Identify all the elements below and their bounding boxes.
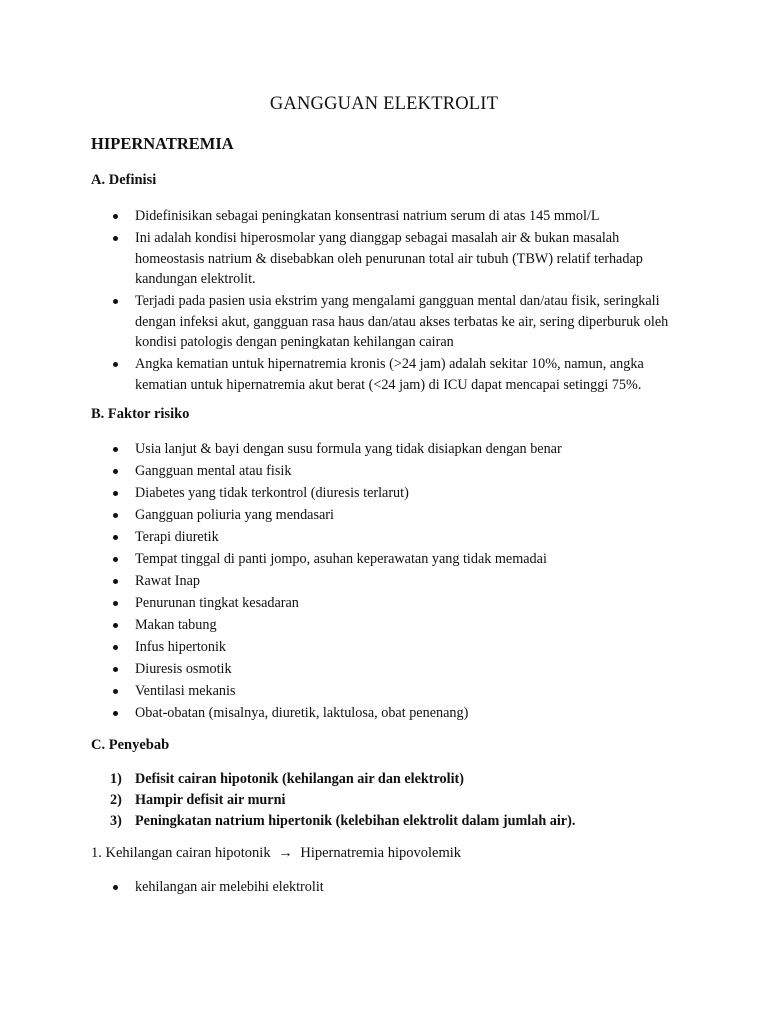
item-number: 3): [110, 813, 122, 829]
subsection-left: 1. Kehilangan cairan hipotonik: [91, 845, 271, 861]
subsection-heading: [91, 845, 461, 862]
item-number: 1): [110, 771, 122, 787]
list-item: Terapi diuretik: [110, 527, 680, 548]
subsection-right: Hipernatremia hipovolemik: [300, 845, 462, 861]
section-title: HIPERNATREMIA: [91, 134, 234, 153]
list-item: Tempat tinggal di panti jompo, asuhan keperawatan yang tidak memadai: [110, 549, 680, 570]
list-item: Penurunan tingkat kesadaran: [110, 593, 680, 614]
list-item: Ini adalah kondisi hiperosmolar yang dianggap sebagai masalah air & bukan masalah homeostasis natrium & disebabkan oleh penurunan total air tubuh (TBW) relatif terhadap kandungan elektrolit.: [110, 228, 680, 290]
list-item: Makan tabung: [110, 615, 680, 636]
list-item: Usia lanjut & bayi dengan susu formula yang tidak disiapkan dengan benar: [110, 439, 680, 460]
list-item: Didefinisikan sebagai peningkatan konsentrasi natrium serum di atas 145 mmol/L: [110, 206, 680, 227]
item-text: Defisit cairan hipotonik (kehilangan air dan elektrolit): [135, 771, 464, 787]
faktor-risiko-list: [110, 439, 680, 725]
penyebab-list: [110, 769, 575, 832]
arrow-right-icon: →: [278, 845, 293, 861]
list-item: Gangguan poliuria yang mendasari: [110, 505, 680, 526]
list-item: [110, 790, 575, 811]
list-item: Gangguan mental atau fisik: [110, 461, 680, 482]
list-item: Rawat Inap: [110, 571, 680, 592]
item-text: Hampir defisit air murni: [135, 792, 286, 808]
heading-definisi: A. Definisi: [91, 172, 157, 188]
list-item: [110, 811, 575, 832]
list-item: Ventilasi mekanis: [110, 681, 680, 702]
item-text: Peningkatan natrium hipertonik (kelebihan elektrolit dalam jumlah air).: [135, 813, 576, 829]
item-number: 2): [110, 792, 122, 808]
list-item: Infus hipertonik: [110, 637, 680, 658]
heading-penyebab: C. Penyebab: [91, 737, 170, 753]
list-item: Obat-obatan (misalnya, diuretik, laktulosa, obat penenang): [110, 703, 680, 724]
list-item: Angka kematian untuk hipernatremia kronis (>24 jam) adalah sekitar 10%, namun, angka kematian untuk hipernatremia akut berat (<24 jam) di ICU dapat mencapai setinggi 75%.: [110, 354, 680, 395]
list-item: Terjadi pada pasien usia ekstrim yang mengalami gangguan mental dan/atau fisik, seringkali dengan infeksi akut, gangguan rasa haus dan/atau akses terbatas ke air, sering diperburuk oleh kondisi patologis dengan peningkatan kehilangan cairan: [110, 291, 680, 353]
definisi-list: [110, 206, 680, 397]
list-item: kehilangan air melebihi elektrolit: [110, 877, 680, 898]
heading-faktor-risiko: B. Faktor risiko: [91, 406, 190, 422]
list-item: [110, 769, 575, 790]
subsection-list: [110, 877, 680, 899]
document-title: GANGGUAN ELEKTROLIT: [269, 94, 499, 114]
list-item: Diuresis osmotik: [110, 659, 680, 680]
list-item: Diabetes yang tidak terkontrol (diuresis terlarut): [110, 483, 680, 504]
